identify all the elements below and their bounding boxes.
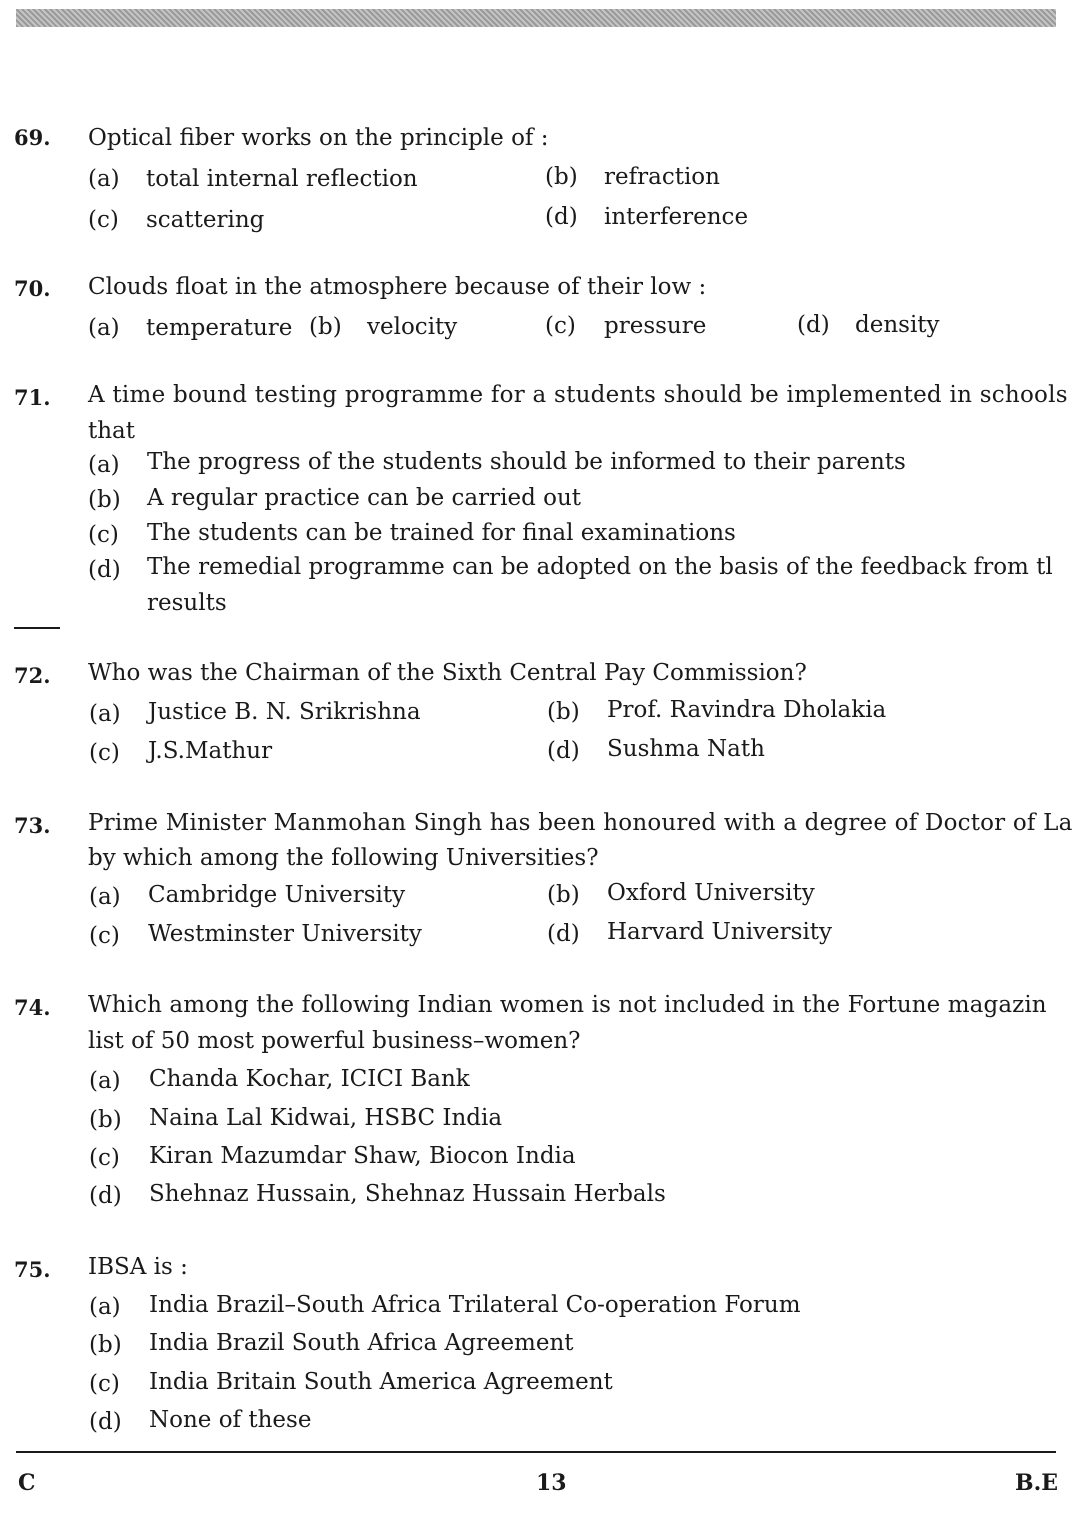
question-stem-continued: by which among the following Universities?	[88, 845, 599, 871]
question-number: 71.	[14, 385, 51, 410]
option-label: (b)	[309, 314, 342, 340]
option-label: (c)	[89, 923, 120, 949]
question-number: 69.	[14, 125, 51, 150]
option-text: Oxford University	[607, 880, 815, 906]
question-stem: A time bound testing programme for a students should be implemented in schools	[88, 382, 1068, 408]
option-text: Sushma Nath	[607, 736, 765, 762]
option-text: Justice B. N. Srikrishna	[148, 699, 421, 725]
option-text: velocity	[367, 314, 458, 340]
option-text: The remedial programme can be adopted on the basis of the feedback from tl	[147, 554, 1053, 580]
option-text: Shehnaz Hussain, Shehnaz Hussain Herbals	[149, 1181, 666, 1207]
question-number: 73.	[14, 813, 51, 838]
option-label: (c)	[88, 207, 119, 233]
option-label: (b)	[88, 487, 121, 513]
option-label: (c)	[88, 522, 119, 548]
question-stem: Optical fiber works on the principle of :	[88, 125, 549, 151]
option-text: Naina Lal Kidwai, HSBC India	[149, 1105, 503, 1131]
option-label: (b)	[89, 1107, 122, 1133]
option-label: (c)	[89, 740, 120, 766]
option-label: (a)	[89, 701, 121, 727]
option-label: (a)	[89, 1068, 121, 1094]
option-text: J.S.Mathur	[148, 738, 273, 764]
option-text: A regular practice can be carried out	[147, 485, 582, 511]
option-text: India Britain South America Agreement	[149, 1369, 613, 1395]
page-number: 13	[536, 1470, 567, 1496]
option-label: (d)	[547, 738, 580, 764]
option-text: Prof. Ravindra Dholakia	[607, 697, 887, 723]
footer-divider	[16, 1451, 1056, 1453]
question-stem: IBSA is :	[88, 1254, 188, 1280]
option-label: (a)	[88, 166, 120, 192]
option-text: India Brazil–South Africa Trilateral Co-operation Forum	[149, 1292, 801, 1318]
option-label: (c)	[545, 313, 576, 339]
question-number: 70.	[14, 276, 51, 301]
option-text: Westminster University	[148, 921, 422, 947]
option-text: scattering	[146, 207, 265, 233]
option-label: (d)	[89, 1183, 122, 1209]
option-label: (c)	[89, 1145, 120, 1171]
option-label: (d)	[88, 557, 121, 583]
option-text: total internal reflection	[146, 166, 418, 192]
option-label: (b)	[545, 164, 578, 190]
option-label: (d)	[797, 312, 830, 338]
option-text: pressure	[604, 313, 707, 339]
option-text: The students can be trained for final examinations	[147, 520, 736, 546]
option-text: Cambridge University	[148, 882, 406, 908]
option-label: (a)	[88, 315, 120, 341]
question-stem: Which among the following Indian women is not included in the Fortune magazin	[88, 992, 1047, 1018]
option-label: (a)	[88, 452, 120, 478]
option-text: None of these	[149, 1407, 312, 1433]
question-stem: Clouds float in the atmosphere because of their low :	[88, 274, 707, 300]
option-text: Chanda Kochar, ICICI Bank	[149, 1066, 470, 1092]
option-text: Kiran Mazumdar Shaw, Biocon India	[149, 1143, 576, 1169]
option-text-continued: results	[147, 590, 227, 616]
option-label: (b)	[547, 699, 580, 725]
option-label: (c)	[89, 1371, 120, 1397]
option-text: interference	[604, 204, 749, 230]
option-label: (d)	[545, 204, 578, 230]
option-text: The progress of the students should be informed to their parents	[147, 449, 906, 475]
question-stem-continued: list of 50 most powerful business–women?	[88, 1028, 581, 1054]
option-label: (d)	[89, 1409, 122, 1435]
top-border-band	[16, 9, 1056, 27]
option-text: temperature	[146, 315, 293, 341]
option-label: (b)	[547, 882, 580, 908]
option-text: refraction	[604, 164, 720, 190]
option-label: (a)	[89, 884, 121, 910]
option-text: Harvard University	[607, 919, 833, 945]
option-label: (a)	[89, 1294, 121, 1320]
option-label: (d)	[547, 921, 580, 947]
question-separator-mark	[14, 627, 60, 629]
question-stem: Who was the Chairman of the Sixth Central Pay Commission?	[88, 660, 807, 686]
footer-course-code: B.E	[1015, 1470, 1059, 1496]
question-stem-continued: that	[88, 418, 136, 444]
footer-series-code: C	[18, 1470, 36, 1496]
question-number: 74.	[14, 995, 51, 1020]
question-number: 75.	[14, 1257, 51, 1282]
option-text: density	[855, 312, 940, 338]
question-number: 72.	[14, 663, 51, 688]
option-text: India Brazil South Africa Agreement	[149, 1330, 574, 1356]
question-stem: Prime Minister Manmohan Singh has been honoured with a degree of Doctor of La	[88, 810, 1073, 836]
option-label: (b)	[89, 1332, 122, 1358]
